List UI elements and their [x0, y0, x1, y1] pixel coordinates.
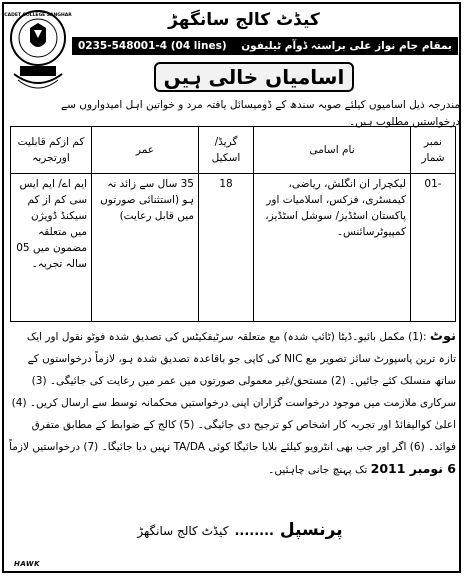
note-label: نوٹ [429, 329, 456, 344]
cell-post: لیکچرار ان انگلش، ریاضی، کیمسٹری، فزکس، اسلامیات اور پاکستان اسٹڈیز/ سوشل اسٹڈیز، کمپیوٹرسائنس۔ [254, 174, 411, 322]
intro-paragraph: مندرجہ ذیل اسامیوں کیلئے صوبہ سندھ کے ڈومیسائل یافتہ مرد و خواتین اہل امیدواروں سے درخواستیں مطلوب ہیں۔ [60, 99, 460, 128]
header-grade: گریڈ/ اسکیل [199, 127, 254, 174]
signature-dots: ........ [234, 524, 274, 539]
cell-qualification: ایم اے/ ایم ایس سی کم از کم سیکنڈ ڈویژن میں متعلقہ مضمون میں 05 سالہ تجربہ۔ [11, 174, 92, 322]
note-text-end: تک پہنچ جانی چاہئیں۔ [268, 464, 368, 476]
header-qualification: کم ازکم قابلیت اورتجربہ [11, 127, 92, 174]
cell-age: 35 سال سے زائد نہ ہو (استثنائی صورتوں میں قابل رعایت) [92, 174, 199, 322]
deadline-date: 6 نومبر 2011 [370, 461, 456, 476]
footer-mark: HAWK [14, 560, 41, 568]
signature-college: کیڈٹ کالج سانگھڑ [137, 524, 229, 538]
vacancies-heading: اسامیاں خالی ہیں [154, 62, 354, 92]
principal-title: پرنسپل [279, 520, 343, 540]
table-row [11, 174, 456, 322]
svg-text:CADET COLLEGE SANGHAR: CADET COLLEGE SANGHAR [4, 13, 72, 18]
vacancy-table [10, 126, 456, 322]
header-serial: نمبر شمار [411, 127, 456, 174]
phone-number: 0235-548001-4 (04 lines) [78, 40, 227, 52]
cell-serial: -01 [411, 174, 456, 322]
note-text: :(1) مکمل بائیو۔ڈیٹا (ٹائپ شدہ) مع متعلقہ سرٹیفکیٹس کی تصدیق شدہ فوٹو نقول اور ایک تازہ ترین پاسپورٹ سائز تصویر مع NIC کی کاپی جو باقاعدہ تصدیق شدہ ہو، لازماً درخواستوں کے ساتھ منسلک کئے جائیں۔ (2) مستحق/غیر معمولی صورتوں میں عمر میں رعایت کی جائیگی۔ (3) سرکاری ملازمت میں موجود درخواست گزاران اپنی درخواستیں محکمانہ توسط سے ارسال کریں۔ (4) اعلیٰ کوالیفائڈ اور تجربہ کار اشخاص کو ترجیح دی جائیگی۔ (5) کالج کے ضوابط کے مطابق متفرق فوائد۔ (6) اگر اور جب بھی انٹرویو کیلئے بلایا جائیگا کوئی TA/DA نہیں دیا جائیگا۔ (7) درخواستیں لازماً [9, 331, 456, 453]
header-age: عمر [92, 127, 199, 174]
header-post: نام اسامی [254, 127, 411, 174]
signature-block [110, 520, 370, 540]
college-crest-logo [4, 8, 72, 100]
college-name-title: کیڈٹ کالج سانگھڑ [168, 10, 320, 30]
table-header-row [11, 127, 456, 174]
cell-grade: 18 [199, 174, 254, 322]
notes-paragraph [8, 326, 456, 481]
address-text: بمقام جام نواز علی براستہ ڈوآم ٹیلیفون [241, 40, 452, 52]
address-bar [72, 37, 458, 55]
